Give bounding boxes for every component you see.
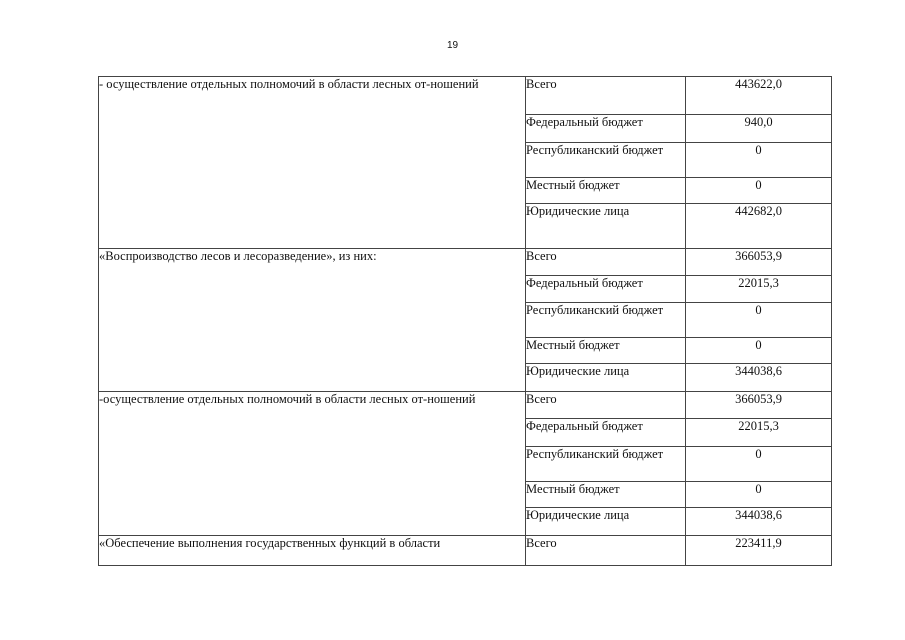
page-number: 19 [446, 40, 459, 51]
funding-amount: 940,0 [686, 115, 832, 143]
funding-amount: 0 [686, 178, 832, 204]
funding-source: Федеральный бюджет [526, 419, 686, 447]
funding-amount: 22015,3 [686, 419, 832, 447]
funding-source: Всего [526, 392, 686, 419]
funding-source: Республиканский бюджет [526, 303, 686, 338]
funding-amount: 366053,9 [686, 392, 832, 419]
funding-source: Всего [526, 536, 686, 566]
funding-source: Юридические лица [526, 364, 686, 392]
funding-amount: 443622,0 [686, 77, 832, 115]
funding-amount: 0 [686, 447, 832, 482]
funding-source: Республиканский бюджет [526, 143, 686, 178]
funding-source: Всего [526, 77, 686, 115]
table-row [99, 536, 832, 566]
funding-source: Местный бюджет [526, 482, 686, 508]
table-row [99, 249, 832, 276]
table-row [99, 77, 832, 115]
activity-description: «Обеспечение выполнения государственных функций в области [99, 536, 526, 566]
funding-amount: 0 [686, 303, 832, 338]
funding-amount: 0 [686, 482, 832, 508]
funding-source: Республиканский бюджет [526, 447, 686, 482]
funding-amount: 344038,6 [686, 364, 832, 392]
table-row [99, 392, 832, 419]
funding-source: Федеральный бюджет [526, 115, 686, 143]
funding-source: Юридические лица [526, 204, 686, 249]
funding-table [98, 76, 832, 566]
activity-description: -осуществление отдельных полномочий в области лесных от-ношений [99, 392, 526, 536]
activity-description: - осуществление отдельных полномочий в области лесных от-ношений [99, 77, 526, 249]
funding-source: Местный бюджет [526, 178, 686, 204]
funding-amount: 22015,3 [686, 276, 832, 303]
funding-amount: 0 [686, 143, 832, 178]
activity-description: «Воспроизводство лесов и лесоразведение», из них: [99, 249, 526, 392]
funding-amount: 0 [686, 338, 832, 364]
funding-amount: 344038,6 [686, 508, 832, 536]
funding-amount: 223411,9 [686, 536, 832, 566]
funding-amount: 442682,0 [686, 204, 832, 249]
funding-amount: 366053,9 [686, 249, 832, 276]
funding-source: Всего [526, 249, 686, 276]
funding-source: Местный бюджет [526, 338, 686, 364]
funding-source: Юридические лица [526, 508, 686, 536]
funding-source: Федеральный бюджет [526, 276, 686, 303]
